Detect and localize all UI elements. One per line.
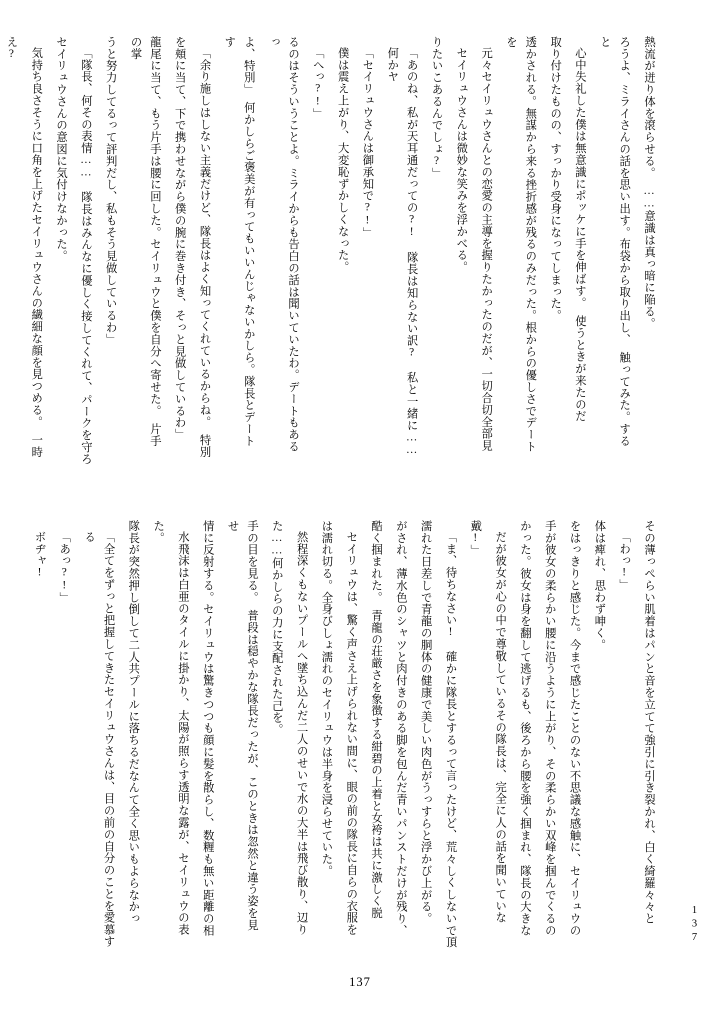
text-block-top bbox=[0, 36, 658, 465]
text-column: をはっきりと感じた。今まで感じたことのない不思議な感触に、セイリュウの bbox=[568, 520, 581, 937]
text-column: がされ、薄水色のシャツと肉付きのある脚を包んだ青いパンストだけが残り、 bbox=[394, 520, 407, 937]
text-column: 「セイリュウさんは御承知で?!」 bbox=[361, 47, 374, 239]
text-column: 「あのね、私が天耳通だっての?! 隊長は知らない訳? 私と一緒に……何かヤ bbox=[386, 47, 418, 457]
text-column: セイリュウさんの意図に気付けなかった。 bbox=[55, 36, 68, 263]
text-column: その薄っぺらい肌着はパンと音を立てて強引に引き裂かれ、白く綺羅々々と bbox=[643, 520, 655, 925]
text-column: 「余り施しはしない主義だけど、隊長はよく知ってくれているからね。 特別 bbox=[198, 47, 211, 458]
text-column: 「全てをずっと把握してきたセイリュウさんは、目の前の自分のことを愛慕する bbox=[83, 531, 115, 948]
text-column: 「へっ?!」 bbox=[311, 47, 324, 120]
page-number-side: 137 bbox=[689, 905, 700, 946]
text-column: よ、特別」 何かしらご褒美が有ってもいいんじゃないかしら。隊長とデートす bbox=[223, 36, 255, 447]
text-column: うと努力してるって評判だし、私もそう見做しているわ」 bbox=[104, 36, 117, 346]
text-column: 僕は震え上がり、大変恥ずかしくなった。 bbox=[336, 47, 349, 274]
text-column: 手の目を見る。 普段は穏やかな隊長だったが、このときは忽然と違う姿を見せ bbox=[226, 520, 258, 931]
text-block-bottom bbox=[24, 520, 658, 949]
text-column: 元々セイリュウさんとの恋愛の主導を握りたかったのだが、一切合切全部見 bbox=[480, 47, 493, 452]
text-column: 戴!」 bbox=[469, 520, 482, 557]
text-column: セイリュウは、驚く声さえ上げられない間に、眼の前の隊長に自らの衣服を bbox=[345, 531, 358, 936]
text-column: りたいこあるんでしょ?」 bbox=[430, 36, 443, 180]
text-column: 「隊長、何その表情…… 隊長はみんなに優しく接してくれて、パークを守ろ bbox=[79, 47, 92, 465]
text-column: 水飛沫は白亜のタイルに掛かり、太陽が照らす透明な露が、セイリュウの表 bbox=[176, 531, 189, 936]
text-column: 「ま、待ちなさい! 確かに隊長とするって言ったけど、荒々しくしないで頂 bbox=[444, 531, 457, 949]
text-column: を頬に当て、下で携わせながら僕の腕に巻き付き、そっと見做しているわ」 bbox=[173, 36, 186, 441]
text-column: 酷く掴まれた。 青龍の荘厳さを象徴する紺碧の上着と女袴は共に激しく脱 bbox=[370, 520, 383, 919]
text-column: 濡れた日差しで青龍の胴体の健康で美しい肉色がうっすらと浮かび上がる。 bbox=[419, 520, 432, 925]
text-column: 気持ち良さそうに口角を上げたセイリュウさんの繊細な顔を見つめる。 一時 bbox=[30, 47, 43, 458]
page-number: 137 bbox=[349, 975, 371, 989]
text-column: た。 bbox=[152, 520, 165, 544]
text-column: 龍尾に当て、もう片手は腰に回した。セイリュウと僕を自分へ寄せた。 片手の掌 bbox=[129, 36, 161, 447]
text-column: 情に反射する。セイリュウは驚きつつも顔に髪を散らし、数糎も無い距離の相 bbox=[201, 520, 214, 937]
text-column: セイリュウさんは微妙な笑みを浮かべる。 bbox=[455, 47, 468, 274]
text-column: 透かされる。無謀から来る挫折感が残るのみだった。根からの優しさでデートを bbox=[504, 36, 537, 453]
text-column: 「あっ?!」 bbox=[58, 531, 71, 604]
text-column: 然程深くもないプールへ墜ち込んだ二人のせいで水の大半は飛び散り、辺り bbox=[295, 531, 308, 936]
text-column: 取り付けたものの、すっかり受身になってしまった。 bbox=[549, 36, 562, 322]
text-column: 熱流が迸り体を滾らせる。 ……意識は真っ暗に陥る。 bbox=[643, 36, 655, 330]
text-column: 心中失礼した僕は無意識にポッケに手を伸ばす。 使うときが来たのだ bbox=[573, 47, 586, 423]
text-column: 「わっ!」 bbox=[618, 531, 631, 592]
text-column: 体は痺れ、思わず呻く。 bbox=[593, 520, 606, 651]
text-column: は濡れ切る。全身びしょ濡れのセイリュウは半身を浸らせていた。 bbox=[320, 520, 333, 877]
text-column: た……何かしらの力に支配された己を。 bbox=[270, 520, 283, 736]
text-column: ボヂャ! bbox=[33, 531, 46, 580]
text-column: 手が彼女の柔らかい腰に沿うように上がり、その柔らかい双峰を掴んでくるの bbox=[543, 520, 556, 937]
text-column: かった。彼女は身を翻して逃げるも、後ろから腰を強く掴まれ、隊長の大きな bbox=[518, 520, 531, 937]
text-column: るのはそういうことよ。ミライからも告白の話は聞いていたわ。デートもあるっ bbox=[267, 36, 299, 453]
text-column: 隊長が突然押し倒して二人共プールに落ちるだなんて全く思いもよらなかっ bbox=[127, 520, 140, 925]
text-column: え? bbox=[5, 36, 18, 61]
text-column: だが彼女が心の中で尊敬しているその隊長は、完全に人の話を聞いていな bbox=[494, 531, 507, 924]
text-column: ろうよ、ミライさんの話を思い出す。布袋から取り出し、 触ってみた。すると bbox=[598, 36, 631, 447]
